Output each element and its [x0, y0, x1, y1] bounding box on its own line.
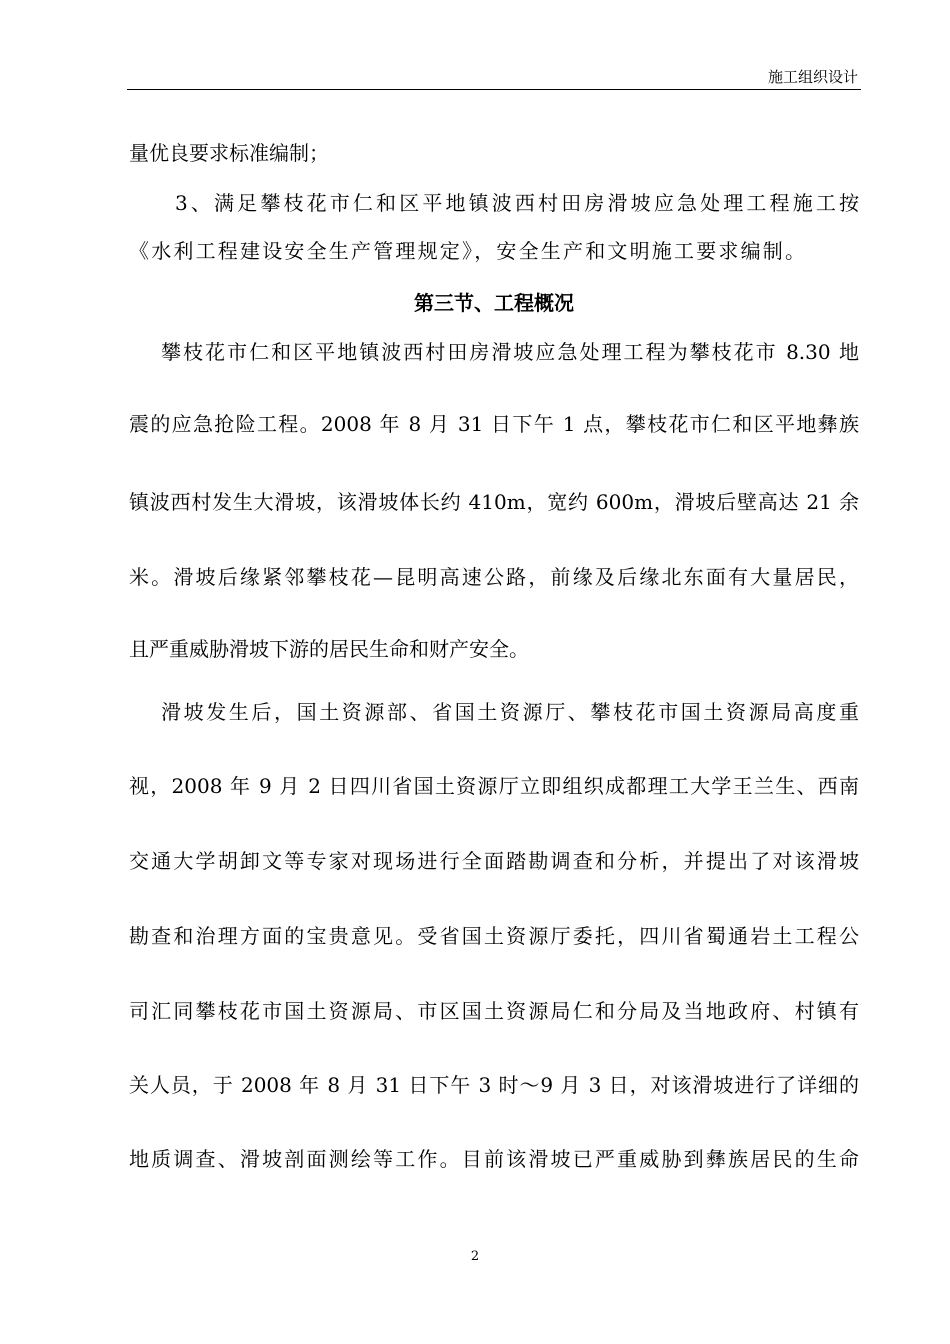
- page-number: 2: [470, 1249, 480, 1264]
- text-line: 勘查和治理方面的宝贵意见。受省国土资源厅委托，四川省蜀通岩土工程公: [129, 924, 859, 948]
- text-line: 滑坡发生后，国土资源部、省国土资源厅、攀枝花市国土资源局高度重: [161, 700, 859, 724]
- text-line: 3、满足攀枝花市仁和区平地镇波西村田房滑坡应急处理工程施工按: [175, 191, 859, 215]
- text-line: 《水利工程建设安全生产管理规定》，安全生产和文明施工要求编制。: [129, 239, 805, 263]
- section-heading: 第三节、工程概况: [414, 291, 574, 315]
- text-line: 镇波西村发生大滑坡，该滑坡体长约 410m，宽约 600m，滑坡后壁高达 21 余: [129, 490, 859, 514]
- text-line: 视，2008 年 9 月 2 日四川省国土资源厅立即组织成都理工大学王兰生、西南: [129, 774, 859, 798]
- text-line: 交通大学胡卸文等专家对现场进行全面踏勘调查和分析，并提出了对该滑坡: [129, 849, 859, 873]
- text-line: 米。滑坡后缘紧邻攀枝花—昆明高速公路，前缘及后缘北东面有大量居民，: [129, 565, 859, 589]
- text-line: 且严重威胁滑坡下游的居民生命和财产安全。: [129, 637, 529, 661]
- text-line: 量优良要求标准编制；: [129, 141, 329, 165]
- text-line: 攀枝花市仁和区平地镇波西村田房滑坡应急处理工程为攀枝花市 8.30 地: [161, 340, 859, 364]
- header-title: 施工组织设计: [767, 68, 858, 86]
- text-line: 地质调查、滑坡剖面测绘等工作。目前该滑坡已严重威胁到彝族居民的生命: [129, 1147, 859, 1171]
- text-line: 震的应急抢险工程。2008 年 8 月 31 日下午 1 点，攀枝花市仁和区平地彝族: [129, 412, 859, 436]
- text-line: 司汇同攀枝花市国土资源局、市区国土资源局仁和分局及当地政府、村镇有: [129, 999, 859, 1023]
- text-line: 关人员，于 2008 年 8 月 31 日下午 3 时～9 月 3 日，对该滑坡进行了详细的: [129, 1073, 859, 1097]
- header-rule: [127, 89, 861, 90]
